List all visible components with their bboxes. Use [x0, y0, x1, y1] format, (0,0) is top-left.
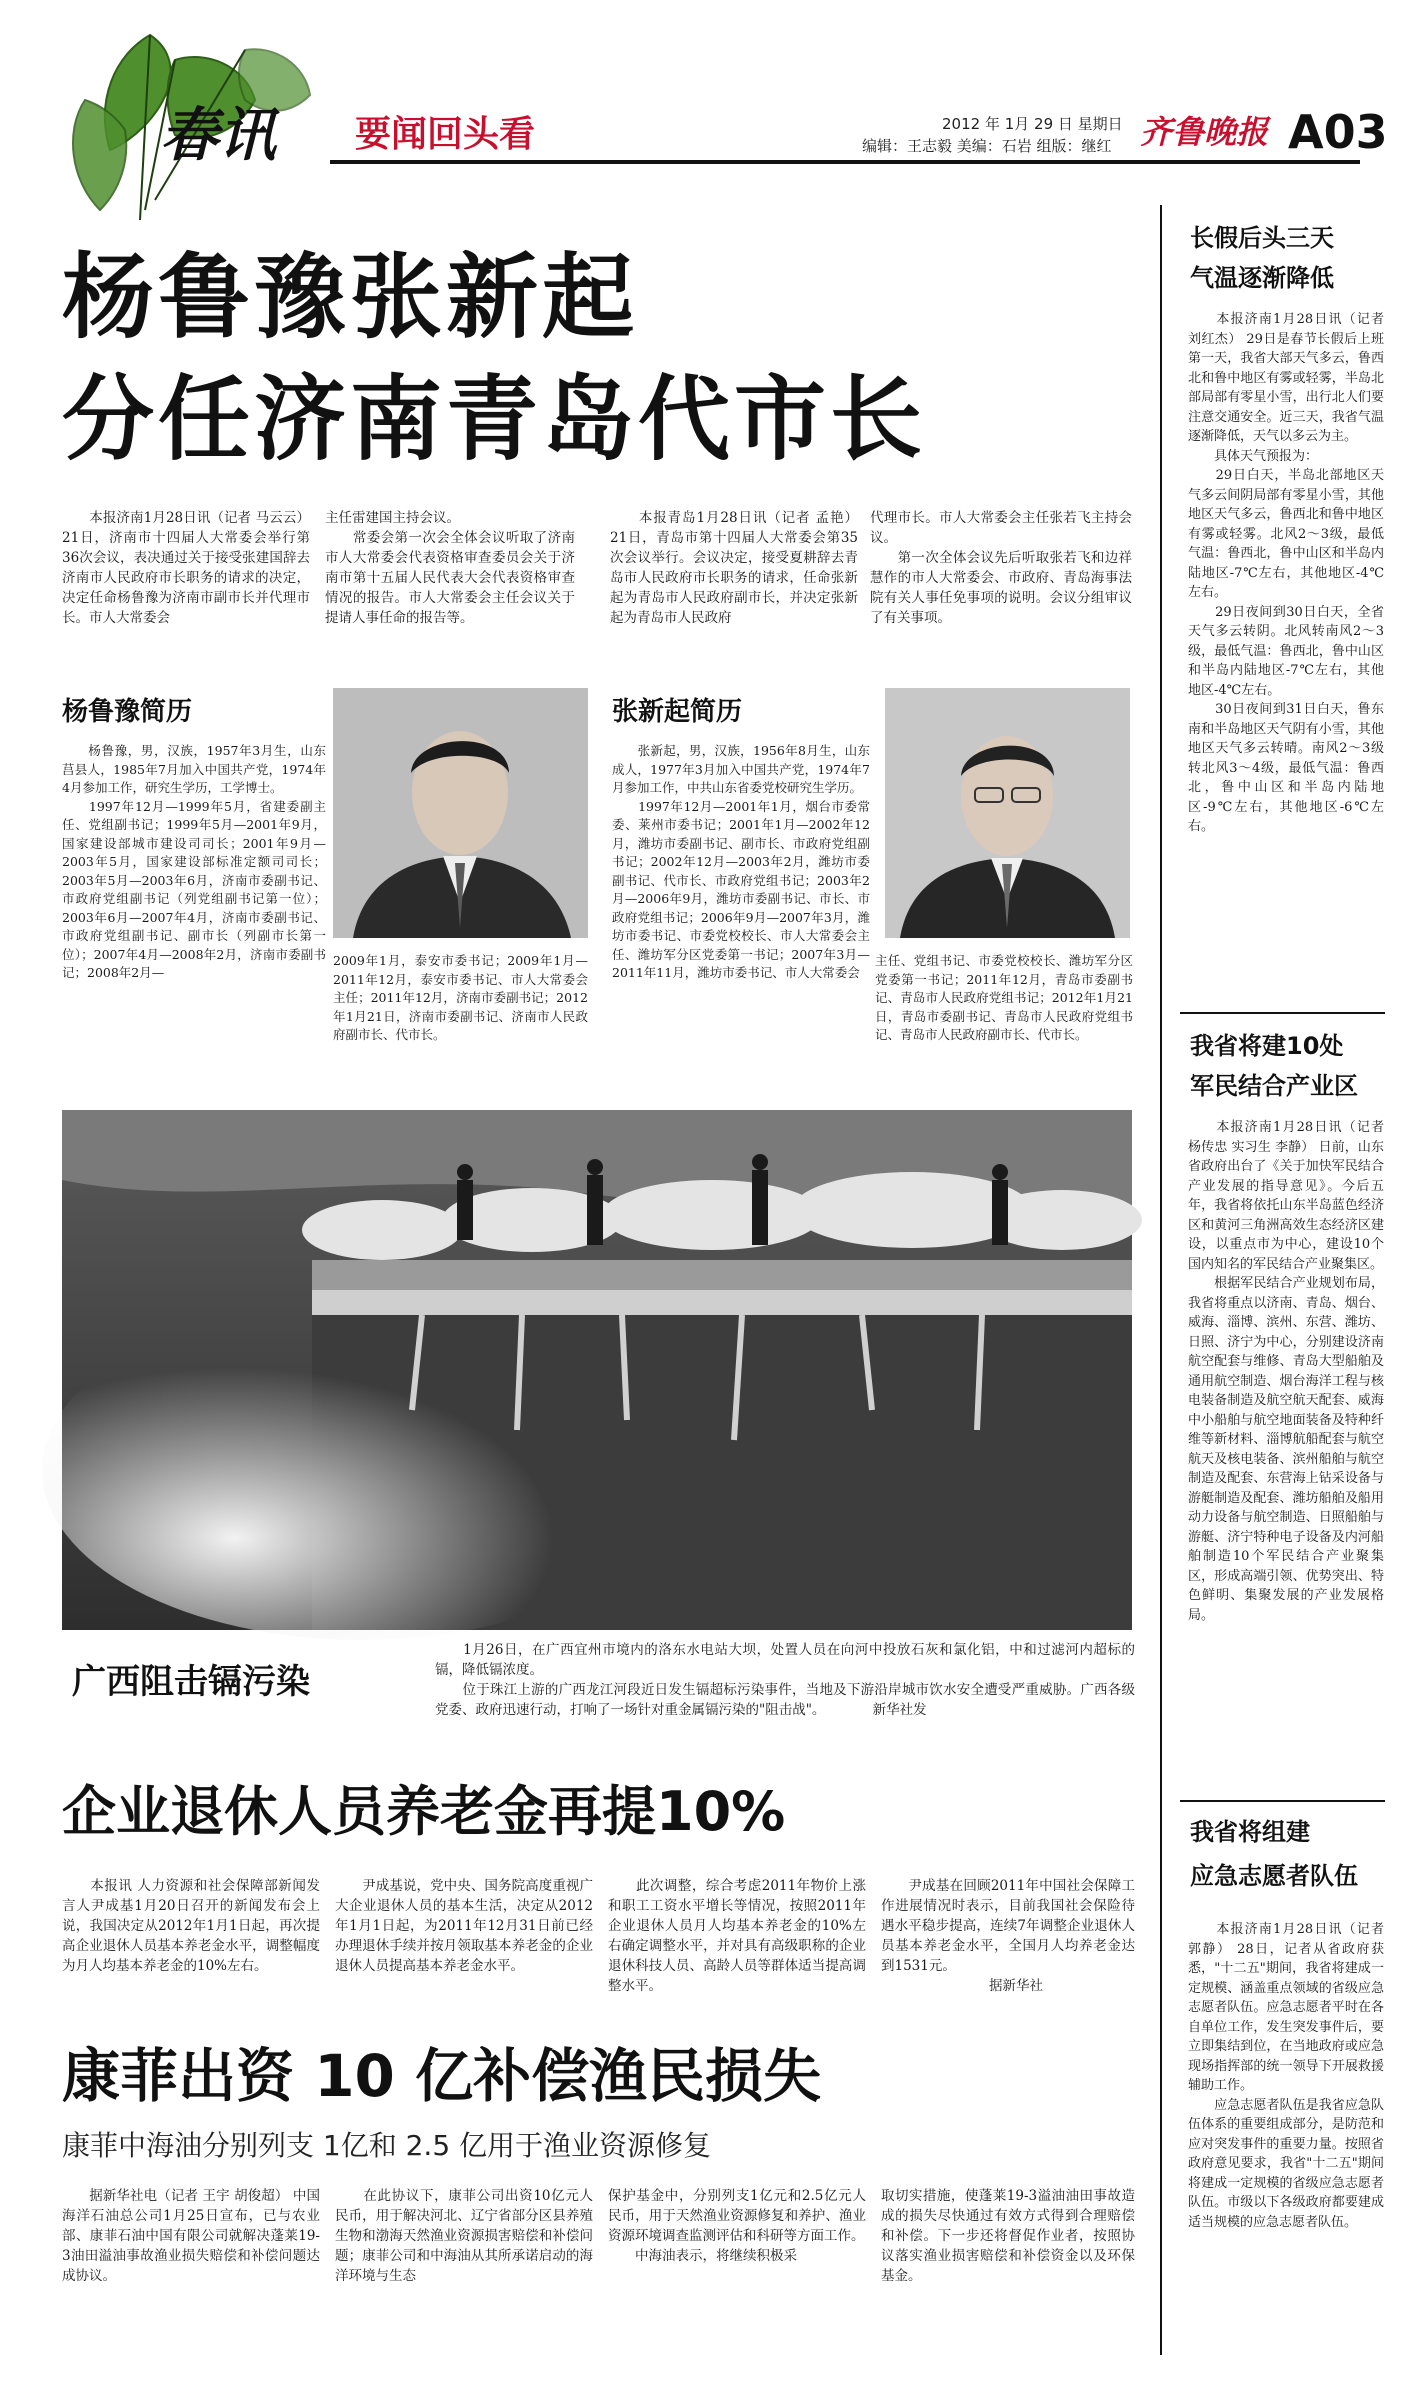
pension-col4: 尹成基在回顾2011年中国社会保障工作进展情况时表示，目前我国社会保险待遇水平稳步提高，连续7年调整企业退休人员基本养老金水平，全国月人均养老金达到1531元。 据新华社	[881, 1878, 1135, 1994]
bio-zhang-text-right: 主任、党组书记、市委党校校长、潍坊军分区党委第一书记；2011年12月，青岛市委副书记、青岛市人民政府党组书记；2012年1月21日，青岛市委副书记、青岛市人民政府党组书记、青岛市人民政府副市长、代市长。	[875, 953, 1133, 1042]
conoco-col1: 据新华社电（记者 王宇 胡俊超） 中国海洋石油总公司1月25日宣布，已与农业部、康菲石油中国有限公司就解决蓬莱19-3油田溢油事故渔业损失赔偿和补偿问题达成协议。	[62, 2188, 320, 2284]
conoco-col2: 在此协议下，康菲公司出资10亿元人民币，用于解决河北、辽宁省部分区县养殖生物和渤海天然渔业资源损害赔偿和补偿问题；康菲公司和中海油从其所承诺启动的海洋环境与生态	[335, 2188, 593, 2284]
weather-title-1: 长假后头三天	[1190, 224, 1334, 252]
section-logo: 春讯	[160, 101, 277, 169]
weather-text: 本报济南1月28日讯（记者 刘红杰） 29日是春节长假后上班第一天，我省大部天气多云，鲁西北和鲁中地区有雾或轻雾，半岛北部局部有零星小雪，出行北人们要注意交通安全。近三天，我省气温逐渐降低，天气以多云为主。 具体天气预报为： 29日白天，半岛北部地区天气多云间阴局部有零星小雪，其他地区天气多云，鲁西北和鲁中地区有雾或轻雾。北风2～3级，最低气温：鲁西北，鲁中山区和半岛内陆地区-7℃左右，其他地区-4℃左右。 29日夜间到30日白天，全省天气多云转阴。北风转南风2～3级，最低气温：鲁西北，鲁中山区和半岛内陆地区-7℃左右，其他地区-4℃左右。 30日夜间到31日白天，鲁东南和半岛地区天气阴有小雪，其他地区天气多云转晴。南风2～3级转北风3～4级，最低气温：鲁西北，鲁中山区和半岛内陆地区-9℃左右，其他地区-6℃左右。	[1188, 312, 1384, 834]
military-text: 本报济南1月28日讯（记者 杨传忠 实习生 李静） 日前，山东省政府出台了《关于加快军民结合产业发展的指导意见》。今后五年，我省将依托山东半岛蓝色经济区和黄河三角洲高效生态经济区建设，以重点市为中心，建设10个国内知名的军民结合产业聚集区。 根据军民结合产业规划布局，我省将重点以济南、青岛、烟台、威海、淄博、滨州、东营、潍坊、日照、济宁为中心，分别建设济南航空配套与维修、青岛大型船舶及通用航空制造、烟台海洋工程与核电装备制造及航空航天配套、威海中小船舶与航空地面装备及特种纤维等新材料、淄博航船配套与航空航天及核电装备、滨州船舶与航空制造及配套、东营海上钻采设备与游艇制造及配套、潍坊船舶及船用动力设备与航空制造、日照船舶与游艇、济宁特种电子设备及内河船舶制造10个军民结合产业聚集区，形成高端引领、优势突出、特色鲜明、集聚发展的产业发展格局。	[1188, 1120, 1384, 1623]
date-line: 2012 年 1月 29 日 星期日	[942, 115, 1123, 133]
portrait-yang	[333, 688, 588, 938]
conoco-headline: 康菲出资 10 亿补偿渔民损失	[62, 2042, 822, 2110]
page-number: A03	[1288, 105, 1388, 159]
volunteer-text: 本报济南1月28日讯（记者 郭静） 28日，记者从省政府获悉，"十二五"期间，我省将建成一定规模、涵盖重点领域的省级应急志愿者队伍。应急志愿者平时在各自单位工作，发生突发事件后，要立即集结到位，在当地政府或应急现场指挥部的统一领导下开展救援辅助工作。 应急志愿者队伍是我省应急队伍体系的重要组成部分，是防范和应对突发事件的重要力量。按照省政府意见要求，我省"十二五"期间将建成一定规模的省级应急志愿者队伍。市级以下各级政府都要建成适当规模的应急志愿者队伍。	[1188, 1922, 1384, 2230]
staff-line: 编辑：王志毅 美编：石岩 组版：继红	[862, 137, 1112, 155]
volunteer-title-1: 我省将组建	[1190, 1818, 1310, 1846]
bio-yang-text-left: 杨鲁豫，男，汉族，1957年3月生，山东莒县人，1985年7月加入中国共产党，1974年4月参加工作，研究生学历，工学博士。 1997年12月—1999年5月，省建委副主任、党组副书记；1999年5月—2001年9月，国家建设部城市建设司司长；2001年9月—2003年5月，国家建设部标准定额司司长；2003年5月—2003年6月，济南市委副书记、市政府党组副书记（列党组副书记第一位）；2003年6月—2007年4月，济南市委副书记、市政府党组副书记、副市长（列副市长第一位）；2007年4月—2008年2月，济南市委副书记；2008年2月—	[62, 743, 326, 980]
bio-yang-text-right: 2009年1月，泰安市委书记；2009年1月—2011年12月，泰安市委书记、市人大常委会主任；2011年12月，济南市委副书记；2012年1月21日，济南市委副书记、济南市人民政府副市长、代市长。	[333, 953, 588, 1042]
lead-headline-1: 杨鲁豫张新起	[62, 244, 639, 351]
military-title-2: 军民结合产业区	[1190, 1072, 1358, 1100]
portrait-zhang	[885, 688, 1130, 938]
bio-zhang-text-left: 张新起，男，汉族，1956年8月生，山东成人，1977年3月加入中国共产党，1974年7月参加工作，中共山东省委党校研究生学历。 1997年12月—2001年1月，烟台市委常委、莱州市委书记；2001年1月—2002年12月，潍坊市委副书记、副市长、市政府党组副书记；2002年12月—2003年2月，潍坊市委副书记、代市长、市政府党组书记；2003年2月—2006年9月，潍坊市委副书记、市长、市政府党组书记；2006年9月—2007年3月，潍坊市委书记、市委党校校长、市人大常委会主任、潍坊军分区党委第一书记；2007年3月—2011年11月，潍坊市委书记、市人大常委会	[612, 743, 870, 980]
photo-story-caption: 1月26日，在广西宜州市境内的洛东水电站大坝，处置人员在向河中投放石灰和氯化铝，中和过滤河内超标的镉，降低镉浓度。 位于珠江上游的广西龙江河段近日发生镉超标污染事件，当地及下游沿岸城市饮水安全遭受严重威胁。广西各级党委、政府迅速行动，打响了一场针对重金属镉污染的"阻击战"。 新华社发	[435, 1642, 1135, 1718]
weather-title-2: 气温逐渐降低	[1190, 264, 1334, 292]
lead-jinan-col2: 主任雷建国主持会议。 常委会第一次会全体会议听取了济南市人大常委会代表资格审查委员会关于济南市第十五届人民代表大会代表资格审查情况的报告。市人大常委会主任会议关于提请人事任命的报告等。	[325, 510, 575, 626]
lead-jinan-col1: 本报济南1月28日讯（记者 马云云） 21日，济南市十四届人大常委会举行第36次会议，表决通过关于接受张建国辞去济南市人民政府市长职务的请求的决定，决定任命杨鲁豫为济南市副市长并代理市长。市人大常委会	[62, 510, 315, 626]
paper-name: 齐鲁晚报	[1140, 113, 1269, 151]
pension-col2: 尹成基说，党中央、国务院高度重视广大企业退休人员的基本生活，决定从2012年1月1日起，为2011年12月31日前已经办理退休手续并按月领取基本养老金的企业退休人员提高基本养老金水平。	[335, 1878, 593, 1974]
bio-yang-heading: 杨鲁豫简历	[62, 697, 193, 727]
conoco-col4: 取切实措施，使蓬莱19-3溢油油田事故造成的损失尽快通过有效方式得到合理赔偿和补偿。下一步还将督促作业者，按照协议落实渔业损害赔偿和补偿资金以及环保基金。	[881, 2188, 1135, 2284]
pension-headline: 企业退休人员养老金再提10%	[62, 1780, 786, 1843]
pension-col3: 此次调整，综合考虑2011年物价上涨和职工工资水平增长等情况，按照2011年企业退休人员月人均基本养老金的10%左右确定调整水平，并对具有高级职称的企业退休科技人员、高龄人员等群体适当提高调整水平。	[608, 1878, 866, 1994]
conoco-col3: 保护基金中，分别列支1亿元和2.5亿元人民币，用于天然渔业资源修复和养护、渔业资源环境调查监测评估和科研等方面工作。 中海油表示，将继续积极采	[608, 2188, 866, 2264]
military-title-1: 我省将建10处	[1190, 1032, 1344, 1060]
sidebar-rule-1	[1180, 1012, 1385, 1014]
portrait-zhang-figure	[885, 688, 1130, 938]
sidebar-rule-2	[1180, 1800, 1385, 1802]
lead-headline-2: 分任济南青岛代市长	[62, 366, 927, 473]
masthead-rule	[330, 160, 1360, 164]
photo-story-title: 广西阻击镉污染	[72, 1662, 310, 1702]
lead-qingdao-col1: 本报青岛1月28日讯（记者 孟艳） 21日，青岛市第十四届人大常委会第35次会议举行。会议决定，接受夏耕辞去青岛市人民政府市长职务的请求，任命张新起为青岛市人民政府副市长，并决定张新起为青岛市人民政府	[610, 510, 863, 626]
dam-photo-illustration	[62, 1110, 1132, 1630]
volunteer-title-2: 应急志愿者队伍	[1190, 1862, 1358, 1890]
lead-qingdao-col2: 代理市长。市人大常委会主任张若飞主持会议。 第一次全体会议先后听取张若飞和边祥慧作的市人大常委会、市政府、青岛海事法院有关人事任免事项的说明。会议分组审议了有关事项。	[870, 510, 1132, 626]
section-title: 要闻回头看	[355, 114, 536, 155]
pension-col1: 本报讯 人力资源和社会保障部新闻发言人尹成基1月20日召开的新闻发布会上说，我国决定从2012年1月1日起，再次提高企业退休人员基本养老金水平，调整幅度为月人均基本养老金的10%左右。	[62, 1878, 320, 1974]
news-photo-dam	[62, 1110, 1132, 1630]
sidebar-divider	[1160, 205, 1162, 2355]
portrait-yang-figure	[333, 688, 588, 938]
bio-zhang-heading: 张新起简历	[612, 697, 743, 727]
conoco-subhead: 康菲中海油分别列支 1亿和 2.5 亿用于渔业资源修复	[62, 2129, 712, 2162]
